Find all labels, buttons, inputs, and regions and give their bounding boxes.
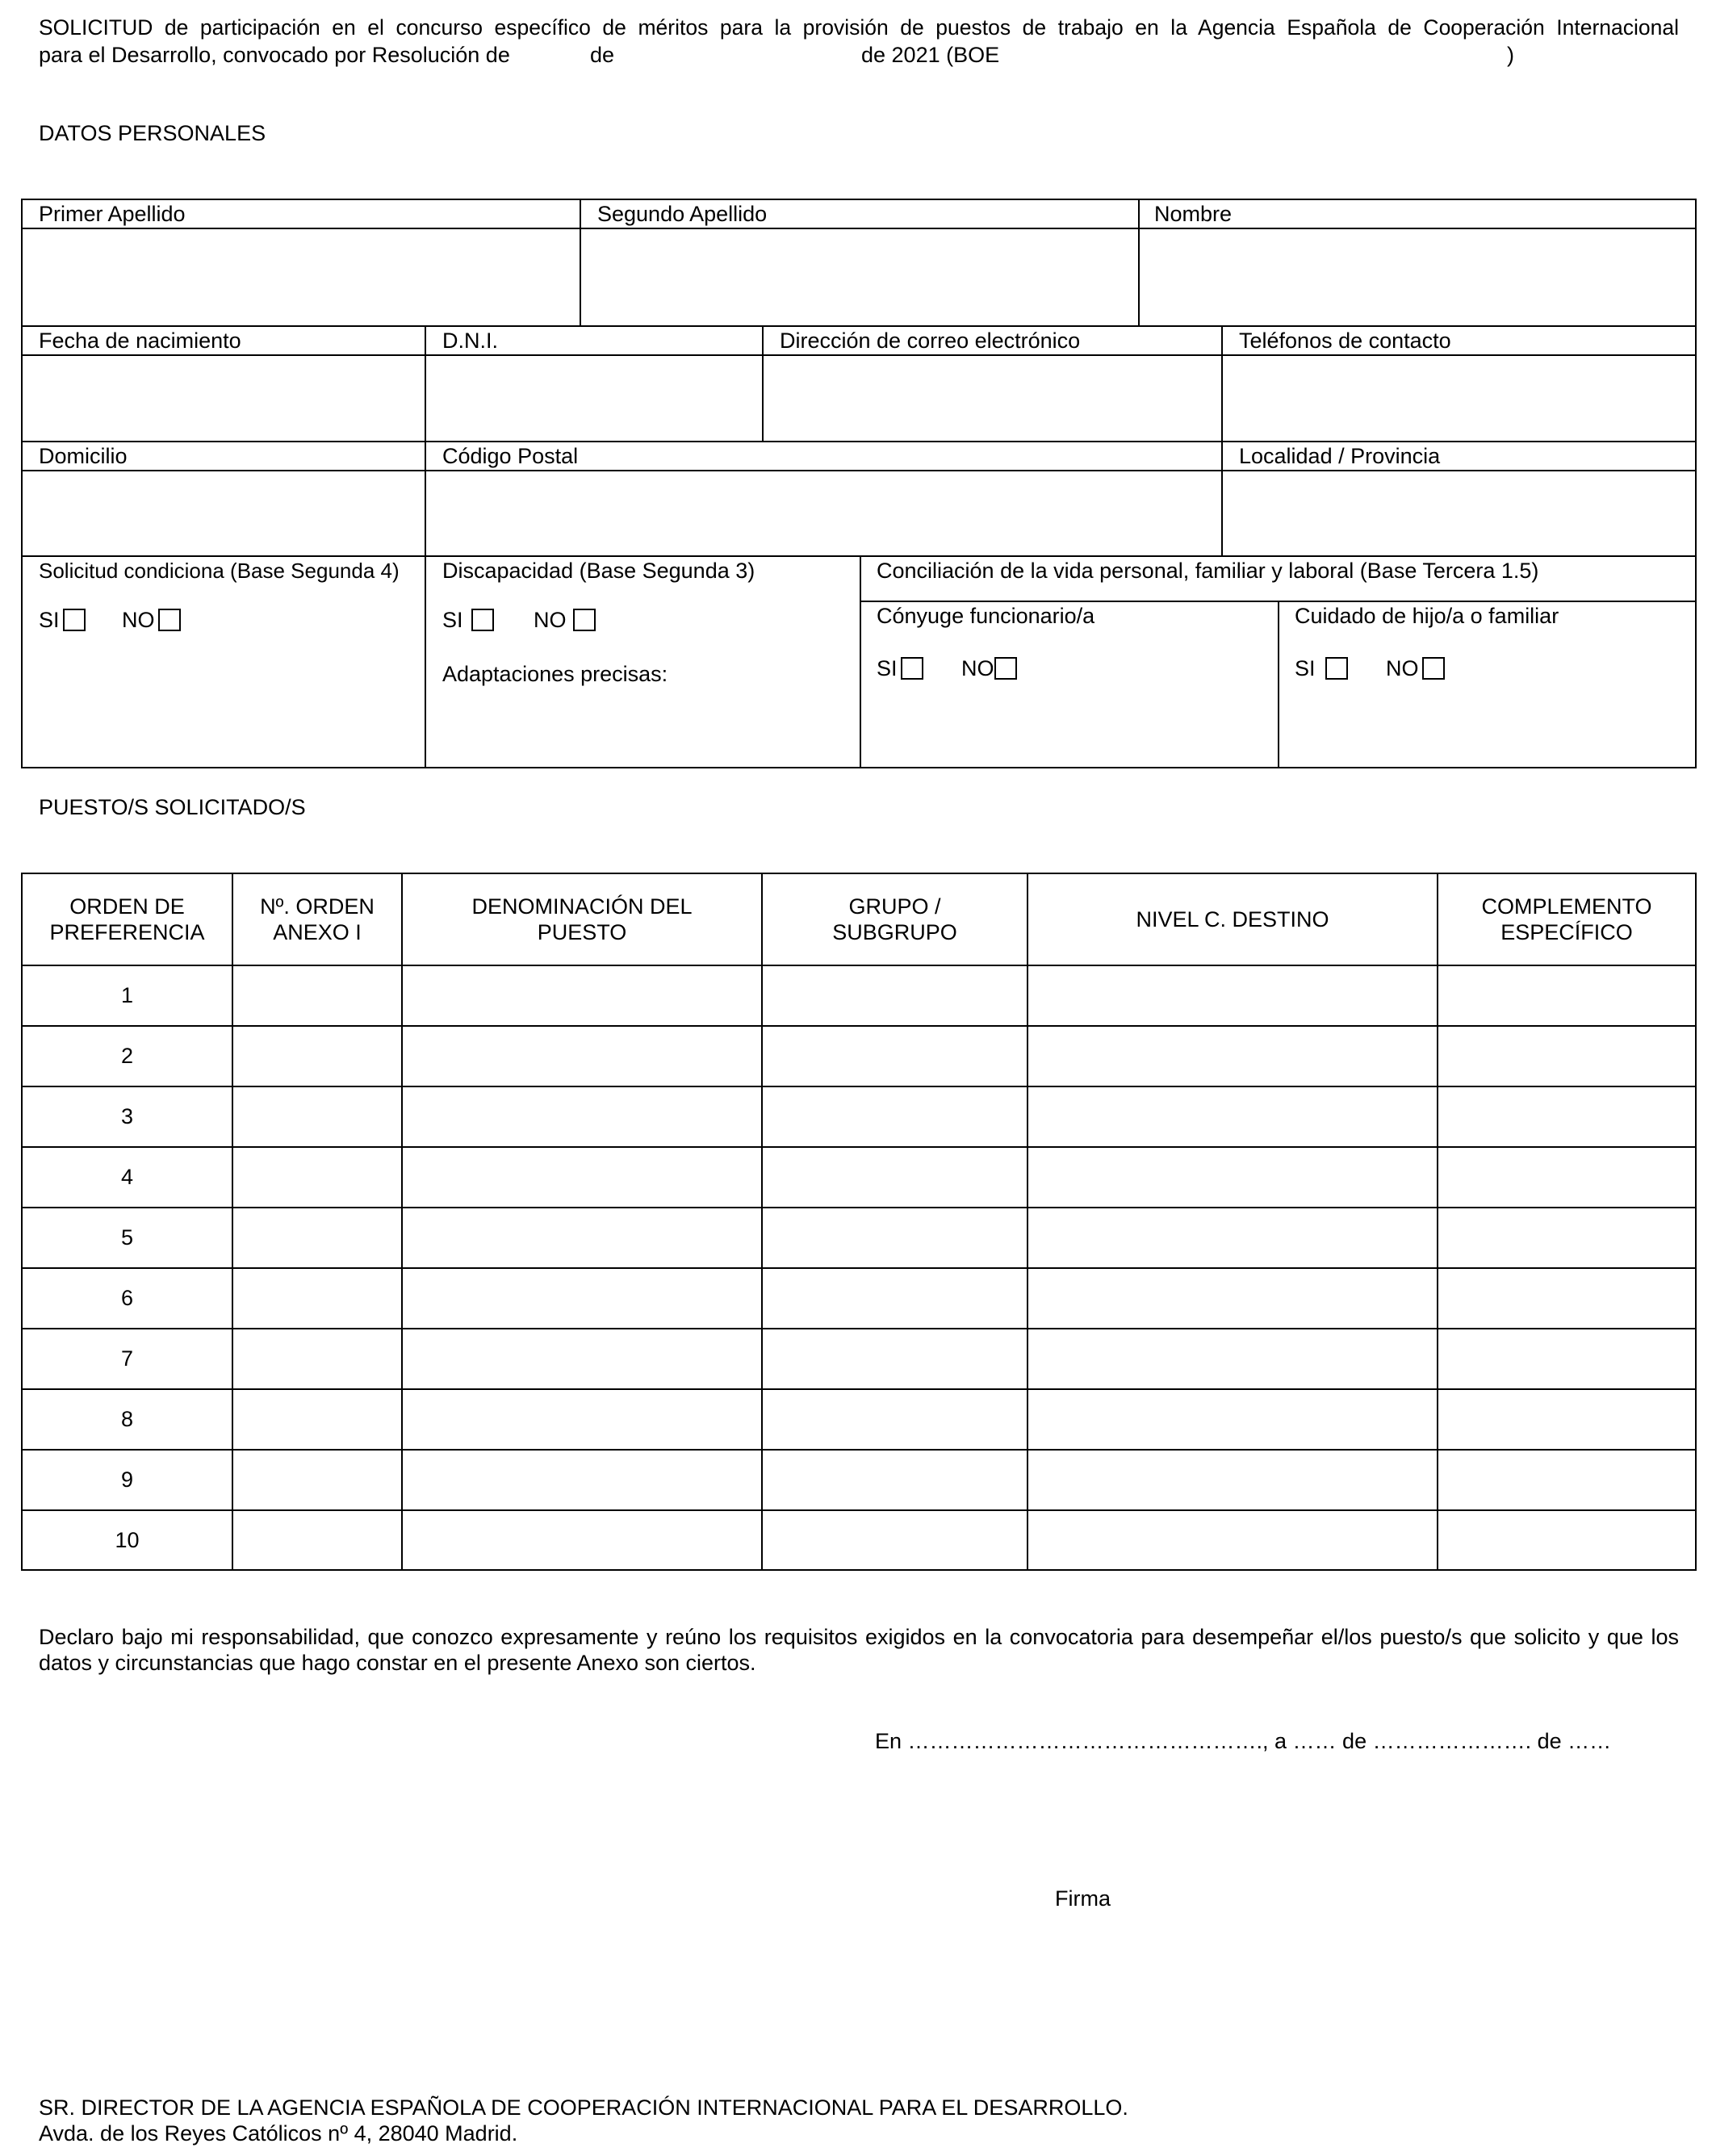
solicitud-options — [39, 607, 181, 633]
divider — [860, 555, 861, 768]
correo-field[interactable] — [764, 356, 1221, 441]
divider — [401, 873, 403, 1571]
label-primer-apellido: Primer Apellido — [39, 202, 186, 226]
place-date-line: En …………………………………………., a …… de …………………. de …… — [875, 1729, 1612, 1753]
cuidado-options — [1295, 655, 1445, 681]
divider — [21, 1449, 1697, 1451]
codigo-postal-field[interactable] — [426, 471, 1221, 555]
label-telefonos: Teléfonos de contacto — [1239, 329, 1451, 353]
domicilio-field[interactable] — [23, 471, 425, 555]
fecha-nacimiento-field[interactable] — [23, 356, 425, 441]
no-label: NO — [122, 608, 155, 632]
divider — [21, 1207, 1697, 1208]
column-header-nivel: NIVEL C. DESTINO — [1136, 907, 1329, 931]
divider — [21, 1025, 1697, 1027]
label-dni: D.N.I. — [442, 329, 499, 353]
divider — [1437, 873, 1438, 1571]
solicitud-si-checkbox[interactable] — [63, 609, 86, 631]
puestos-table — [21, 873, 1697, 1571]
nombre-field[interactable] — [1140, 229, 1695, 325]
divider — [21, 1509, 1697, 1511]
segundo-apellido-field[interactable] — [581, 229, 1138, 325]
conyuge-options — [877, 655, 1017, 681]
divider — [21, 1328, 1697, 1329]
firma-label: Firma — [1055, 1886, 1111, 1911]
divider — [21, 441, 1697, 442]
primer-apellido-field[interactable] — [23, 229, 580, 325]
divider — [21, 325, 1697, 327]
solicitud-no-checkbox[interactable] — [158, 609, 181, 631]
row-number: 10 — [115, 1528, 140, 1552]
row-number: 9 — [120, 1467, 134, 1492]
row-number: 3 — [120, 1104, 134, 1128]
column-header-grupo: GRUPO / SUBGRUPO — [832, 894, 957, 944]
si-label: SI — [39, 608, 60, 632]
header-line-2b: de — [590, 43, 615, 67]
label-cuidado: Cuidado de hijo/a o familiar — [1295, 604, 1559, 628]
row-number: 4 — [120, 1165, 134, 1189]
divider — [1027, 873, 1028, 1571]
column-header-complemento: COMPLEMENTO ESPECÍFICO — [1481, 894, 1652, 944]
header-line-2a: para el Desarrollo, convocado por Resolución de — [39, 43, 510, 67]
discapacidad-options — [442, 607, 596, 633]
row-number: 2 — [120, 1044, 134, 1068]
footer-line-1: SR. DIRECTOR DE LA AGENCIA ESPAÑOLA DE COOPERACIÓN INTERNACIONAL PARA EL DESARROLLO. — [39, 2095, 1128, 2120]
localidad-field[interactable] — [1223, 471, 1695, 555]
label-conciliacion: Conciliación de la vida personal, familiar y laboral (Base Tercera 1.5) — [877, 559, 1539, 583]
discapacidad-si-checkbox[interactable] — [471, 609, 494, 631]
header-line-2d: ) — [1507, 43, 1514, 67]
label-discapacidad: Discapacidad (Base Segunda 3) — [442, 559, 755, 583]
divider — [1278, 601, 1279, 768]
footer-line-2: Avda. de los Reyes Católicos nº 4, 28040 Madrid. — [39, 2121, 518, 2146]
divider — [21, 1388, 1697, 1390]
divider — [232, 873, 233, 1571]
label-segundo-apellido: Segundo Apellido — [597, 202, 768, 226]
row-number: 8 — [120, 1407, 134, 1431]
column-header-denominacion: DENOMINACIÓN DEL PUESTO — [471, 894, 693, 944]
declaration-text: Declaro bajo mi responsabilidad, que conozco expresamente y reúno los requisitos exigidos en la convocatoria para desempeñar el/los puesto/s que solicito y que los datos y circunstancias que hago constar en el presente Anexo son ciertos. — [39, 1625, 1679, 1675]
si-label: SI — [877, 656, 898, 680]
datos-personales-title: DATOS PERSONALES — [39, 121, 266, 145]
no-label: NO — [1386, 656, 1419, 680]
divider — [21, 1146, 1697, 1148]
header-line-1: SOLICITUD de participación en el concurso específico de méritos para la provisión de puestos de trabajo en la Agencia Española de Cooperación Internacional — [39, 15, 1679, 40]
conyuge-si-checkbox[interactable] — [901, 657, 923, 680]
label-domicilio: Domicilio — [39, 444, 128, 468]
conyuge-no-checkbox[interactable] — [994, 657, 1017, 680]
divider — [761, 873, 763, 1571]
divider — [21, 965, 1697, 966]
label-adaptaciones: Adaptaciones precisas: — [442, 662, 668, 686]
header-line-2c: de 2021 (BOE — [861, 43, 1000, 67]
row-number: 6 — [120, 1286, 134, 1310]
label-nombre: Nombre — [1154, 202, 1233, 226]
row-number: 1 — [120, 983, 134, 1007]
discapacidad-no-checkbox[interactable] — [573, 609, 596, 631]
telefonos-field[interactable] — [1223, 356, 1695, 441]
label-conyuge: Cónyuge funcionario/a — [877, 604, 1095, 628]
puestos-title: PUESTO/S SOLICITADO/S — [39, 795, 306, 819]
label-solicitud-condiciona: Solicitud condiciona (Base Segunda 4) — [39, 559, 400, 583]
label-codigo-postal: Código Postal — [442, 444, 579, 468]
column-header-orden-preferencia: ORDEN DE PREFERENCIA — [49, 894, 205, 944]
cuidado-si-checkbox[interactable] — [1325, 657, 1348, 680]
si-label: SI — [442, 608, 463, 632]
divider — [21, 555, 1697, 557]
label-localidad: Localidad / Provincia — [1239, 444, 1441, 468]
row-number: 5 — [120, 1225, 134, 1250]
column-header-orden-anexo: Nº. ORDEN ANEXO I — [260, 894, 375, 944]
divider — [425, 555, 426, 768]
si-label: SI — [1295, 656, 1316, 680]
divider — [21, 1086, 1697, 1087]
no-label: NO — [961, 656, 994, 680]
label-correo: Dirección de correo electrónico — [780, 329, 1081, 353]
row-number: 7 — [120, 1346, 134, 1371]
cuidado-no-checkbox[interactable] — [1422, 657, 1445, 680]
dni-field[interactable] — [426, 356, 762, 441]
label-fecha-nacimiento: Fecha de nacimiento — [39, 329, 241, 353]
divider — [21, 1267, 1697, 1269]
no-label: NO — [534, 608, 567, 632]
